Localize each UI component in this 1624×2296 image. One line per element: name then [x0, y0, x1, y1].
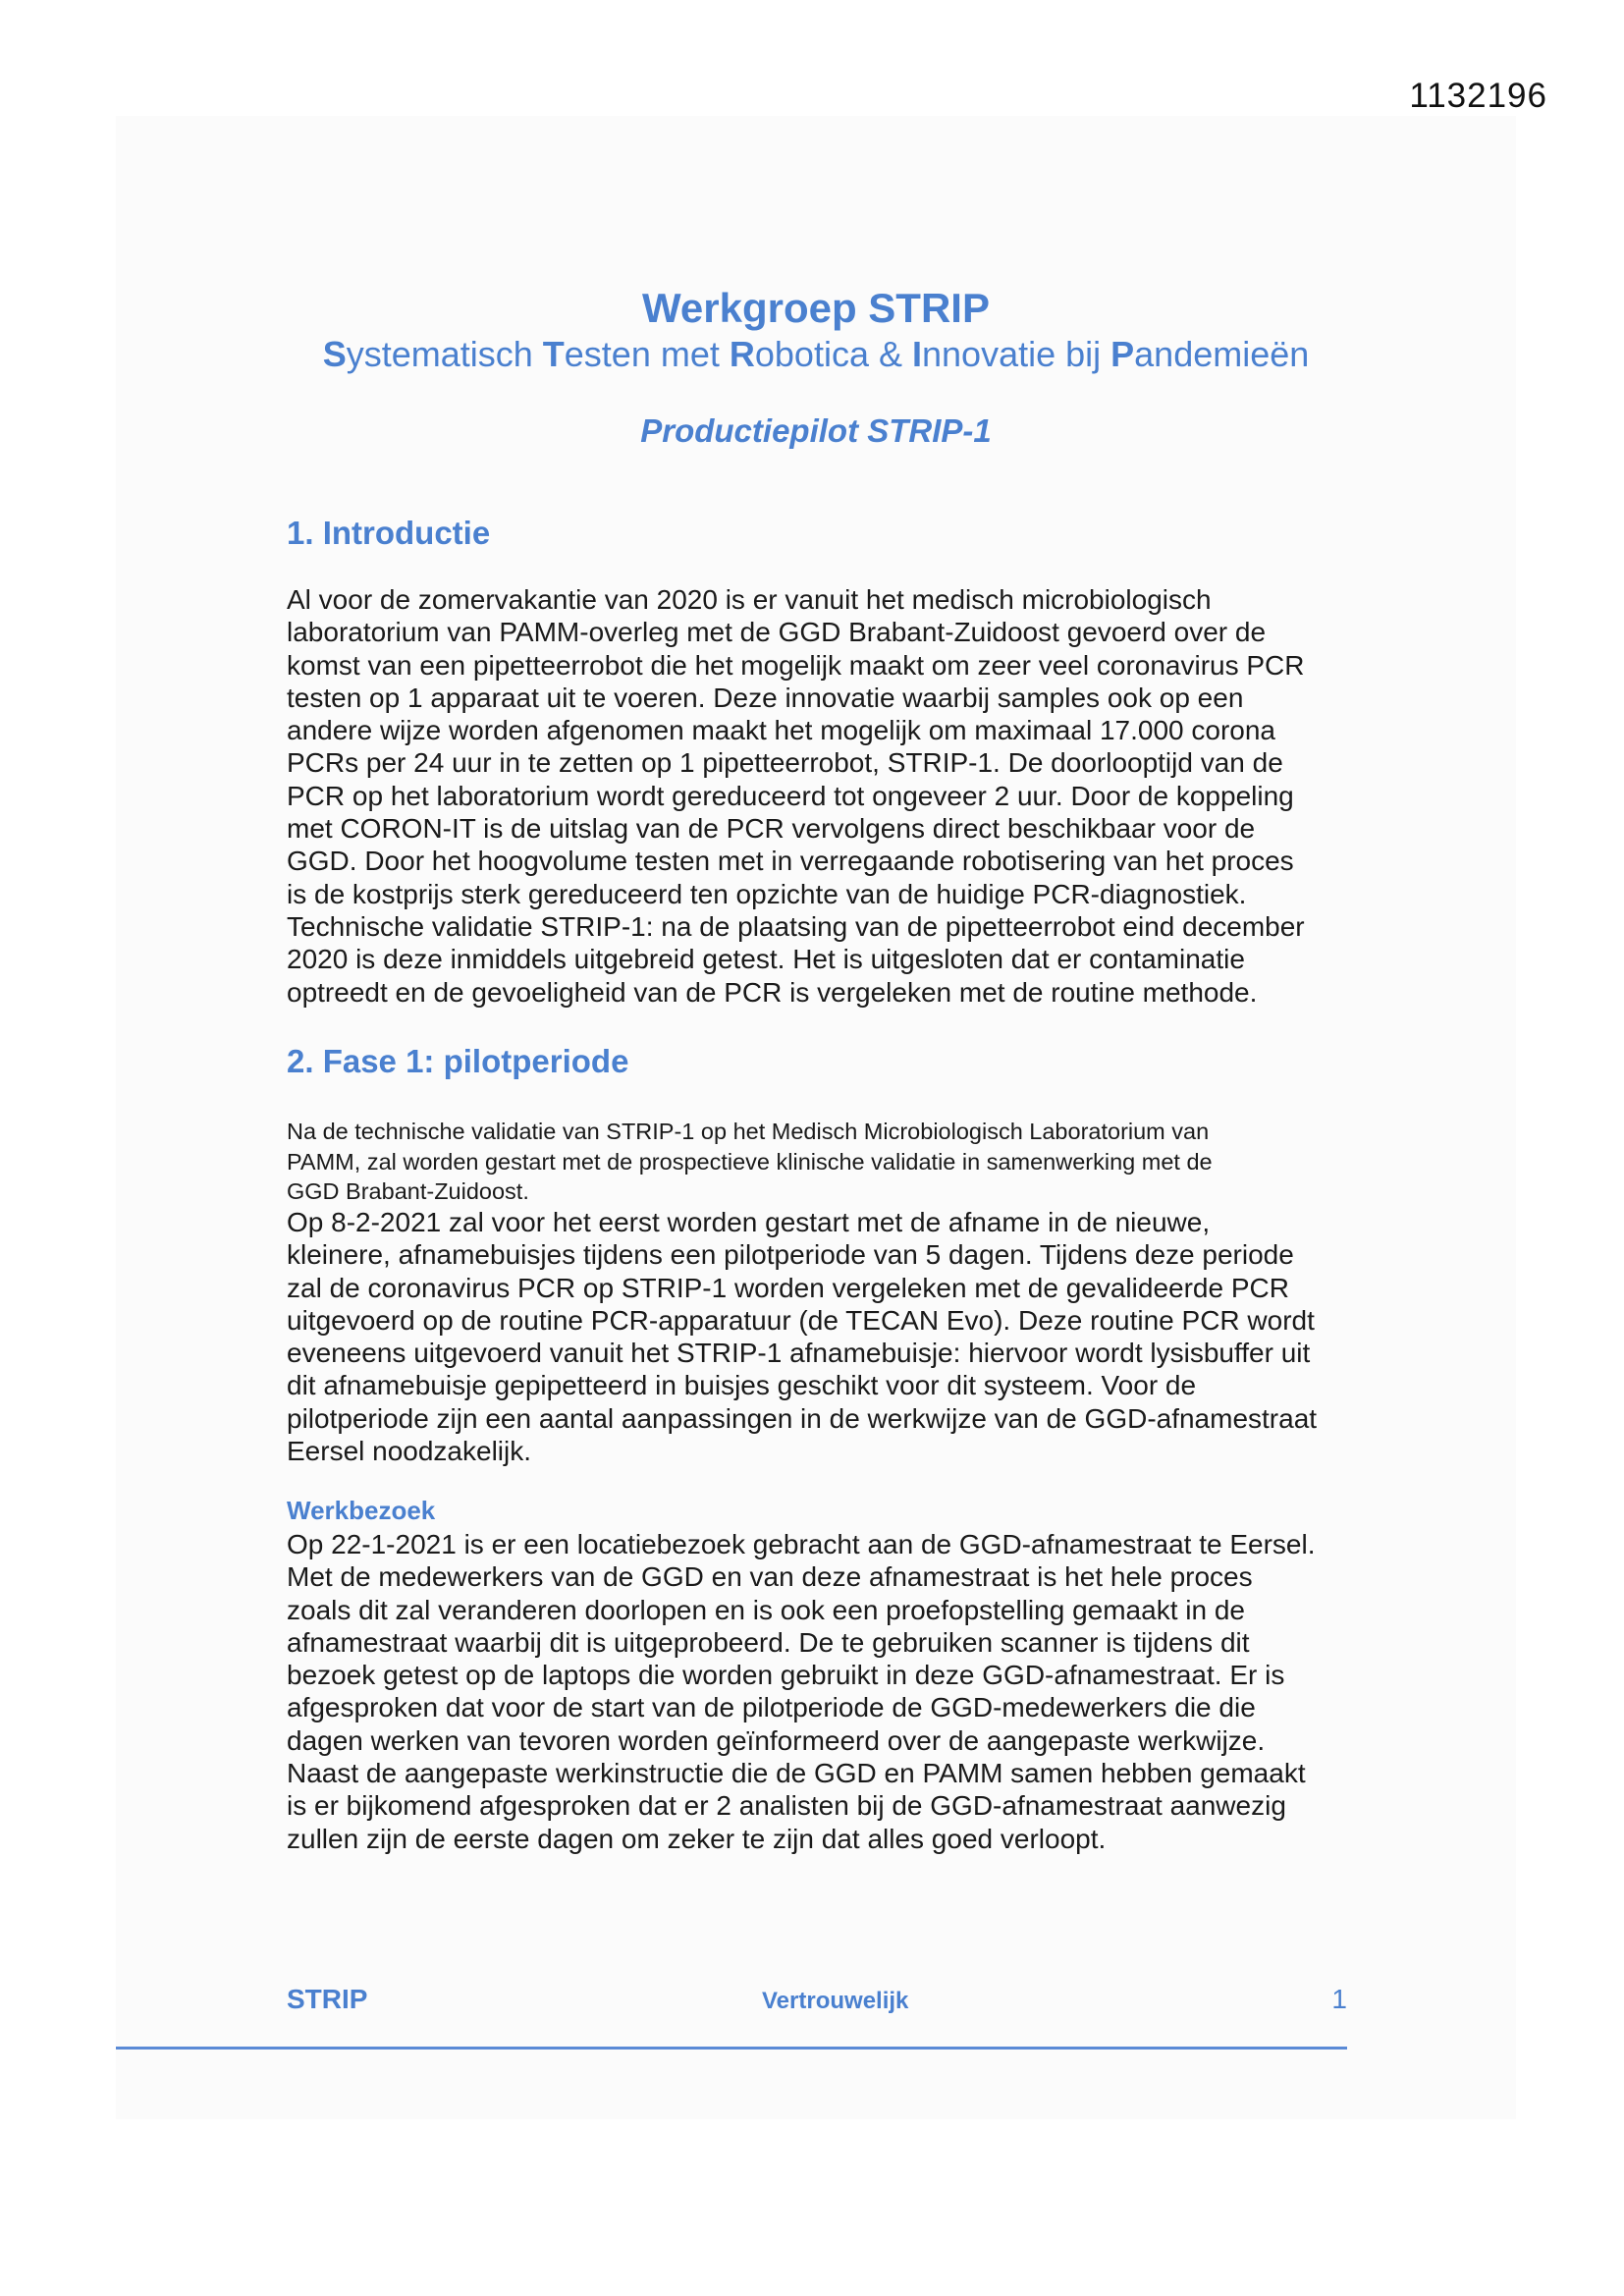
document-subtitle-pilot: Productiepilot STRIP-1 — [640, 412, 992, 449]
text-line: Op 22-1-2021 is er een locatiebezoek gebracht aan de GGD-afnamestraat te Eersel. — [287, 1529, 1316, 1559]
text-line: zoals dit zal veranderen doorlopen en is ook een proefopstelling gemaakt in de — [287, 1594, 1245, 1625]
text-line: testen op 1 apparaat uit te voeren. Deze innovatie waarbij samples ook op een — [287, 682, 1244, 713]
werkbezoek-body — [287, 1528, 1367, 1855]
text-line: is de kostprijs sterk gereduceerd ten opzichte van de huidige PCR-diagnostiek. — [287, 878, 1247, 909]
werkbezoek-heading-wrap — [287, 1496, 1367, 1526]
subtitle-part: S — [322, 334, 347, 374]
text-line: GGD Brabant-Zuidoost. — [287, 1178, 529, 1204]
text-line: Eersel noodzakelijk. — [287, 1436, 532, 1467]
text-line: PAMM, zal worden gestart met de prospectieve klinische validatie in samenwerking met de — [287, 1148, 1213, 1175]
text-line: laboratorium van PAMM-overleg met de GGD Brabant-Zuidoost gevoerd over de — [287, 617, 1267, 648]
text-line: PCRs per 24 uur in te zetten op 1 pipetteerrobot, STRIP-1. De doorlooptijd van de — [287, 747, 1283, 779]
footer-divider — [116, 2047, 1347, 2050]
section-2-heading-wrap — [287, 1043, 1367, 1080]
text-line: Op 8-2-2021 zal voor het eerst worden gestart met de afname in de nieuwe, — [287, 1207, 1211, 1237]
section-2-intro — [287, 1117, 1367, 1207]
text-line: zullen zijn de eerste dagen om zeker te zijn dat alles goed verloopt. — [287, 1823, 1107, 1854]
text-line: komst van een pipetteerrobot die het mogelijk maakt om zeer veel coronavirus PCR — [287, 649, 1305, 681]
text-line: afnamestraat waarbij dit is uitgeprobeerd. De te gebruiken scanner is tijdens dit — [287, 1626, 1250, 1658]
text-line: zal de coronavirus PCR op STRIP-1 worden vergeleken met de gevalideerde PCR — [287, 1272, 1289, 1303]
text-line: uitgevoerd op de routine PCR-apparatuur (de TECAN Evo). Deze routine PCR wordt — [287, 1304, 1315, 1336]
subtitle-part: andemieën — [1134, 334, 1310, 374]
footer-left-label: STRIP — [287, 1984, 368, 2014]
text-line: Met de medewerkers van de GGD en van deze afnamestraat is het hele proces — [287, 1561, 1253, 1593]
subtitle-part: T — [542, 334, 565, 374]
section-2-heading: 2. Fase 1: pilotperiode — [287, 1043, 629, 1079]
subtitle-part: I — [911, 334, 922, 374]
werkbezoek-heading: Werkbezoek — [287, 1496, 436, 1525]
text-line: PCR op het laboratorium wordt gereduceerd tot ongeveer 2 uur. Door de koppeling — [287, 780, 1294, 811]
document-number: 1132196 — [1409, 77, 1547, 115]
text-line: Naast de aangepaste werkinstructie die de GGD en PAMM samen hebben gemaakt — [287, 1758, 1306, 1789]
footer-confidential-label: Vertrouwelijk — [762, 1988, 909, 2014]
section-2-body — [287, 1206, 1367, 1467]
section-1-body — [287, 583, 1367, 1009]
text-line: optreedt en de gevoeligheid van de PCR is vergeleken met de routine methode. — [287, 976, 1258, 1008]
text-line: afgesproken dat voor de start van de pilotperiode de GGD-medewerkers die die — [287, 1692, 1256, 1723]
subtitle-part: nnovatie bij — [922, 334, 1111, 374]
text-line: pilotperiode zijn een aantal aanpassingen in de werkwijze van de GGD-afnamestraat — [287, 1402, 1318, 1434]
text-line: GGD. Door het hoogvolume testen met in verregaande robotisering van het proces — [287, 846, 1294, 877]
text-line: met CORON-IT is de uitslag van de PCR vervolgens direct beschikbaar voor de — [287, 813, 1256, 845]
text-line: bezoek getest op de laptops die worden gebruikt in deze GGD-afnamestraat. Er is — [287, 1660, 1285, 1691]
text-line: eveneens uitgevoerd vanuit het STRIP-1 afnamebuisje: hiervoor wordt lysisbuffer uit — [287, 1338, 1311, 1369]
text-line: 2020 is deze inmiddels uitgebreid getest. Het is uitgesloten dat er contaminatie — [287, 944, 1245, 975]
subtitle-part: obotica & — [754, 334, 912, 374]
subtitle-part: ystematisch — [346, 334, 543, 374]
text-line: andere wijze worden afgenomen maakt het mogelijk om maximaal 17.000 corona — [287, 715, 1275, 746]
text-line: Technische validatie STRIP-1: na de plaatsing van de pipetteerrobot eind december — [287, 910, 1305, 942]
text-line: dagen werken van tevoren worden geïnformeerd over de aangepaste werkwijze. — [287, 1724, 1266, 1756]
subtitle-part: R — [729, 334, 755, 374]
document-subtitle — [116, 334, 1516, 375]
subtitle-part: P — [1110, 334, 1135, 374]
text-line: Al voor de zomervakantie van 2020 is er vanuit het medisch microbiologisch — [287, 584, 1212, 615]
text-line: dit afnamebuisje gepipetteerd in buisjes geschikt voor dit systeem. Voor de — [287, 1370, 1197, 1401]
section-1-heading: 1. Introductie — [287, 515, 491, 551]
footer-page-number: 1 — [1331, 1984, 1347, 2014]
text-line: is er bijkomend afgesproken dat er 2 analisten bij de GGD-afnamestraat aanwezig — [287, 1790, 1286, 1822]
document-title: Werkgroep STRIP — [642, 285, 990, 331]
section-1-heading-wrap — [287, 515, 1367, 552]
page-footer — [287, 1984, 1347, 2023]
text-line: kleinere, afnamebuisjes tijdens een pilotperiode van 5 dagen. Tijdens deze periode — [287, 1239, 1294, 1271]
subtitle-part: esten met — [564, 334, 730, 374]
text-line: Na de technische validatie van STRIP-1 op het Medisch Microbiologisch Laboratorium van — [287, 1119, 1210, 1144]
